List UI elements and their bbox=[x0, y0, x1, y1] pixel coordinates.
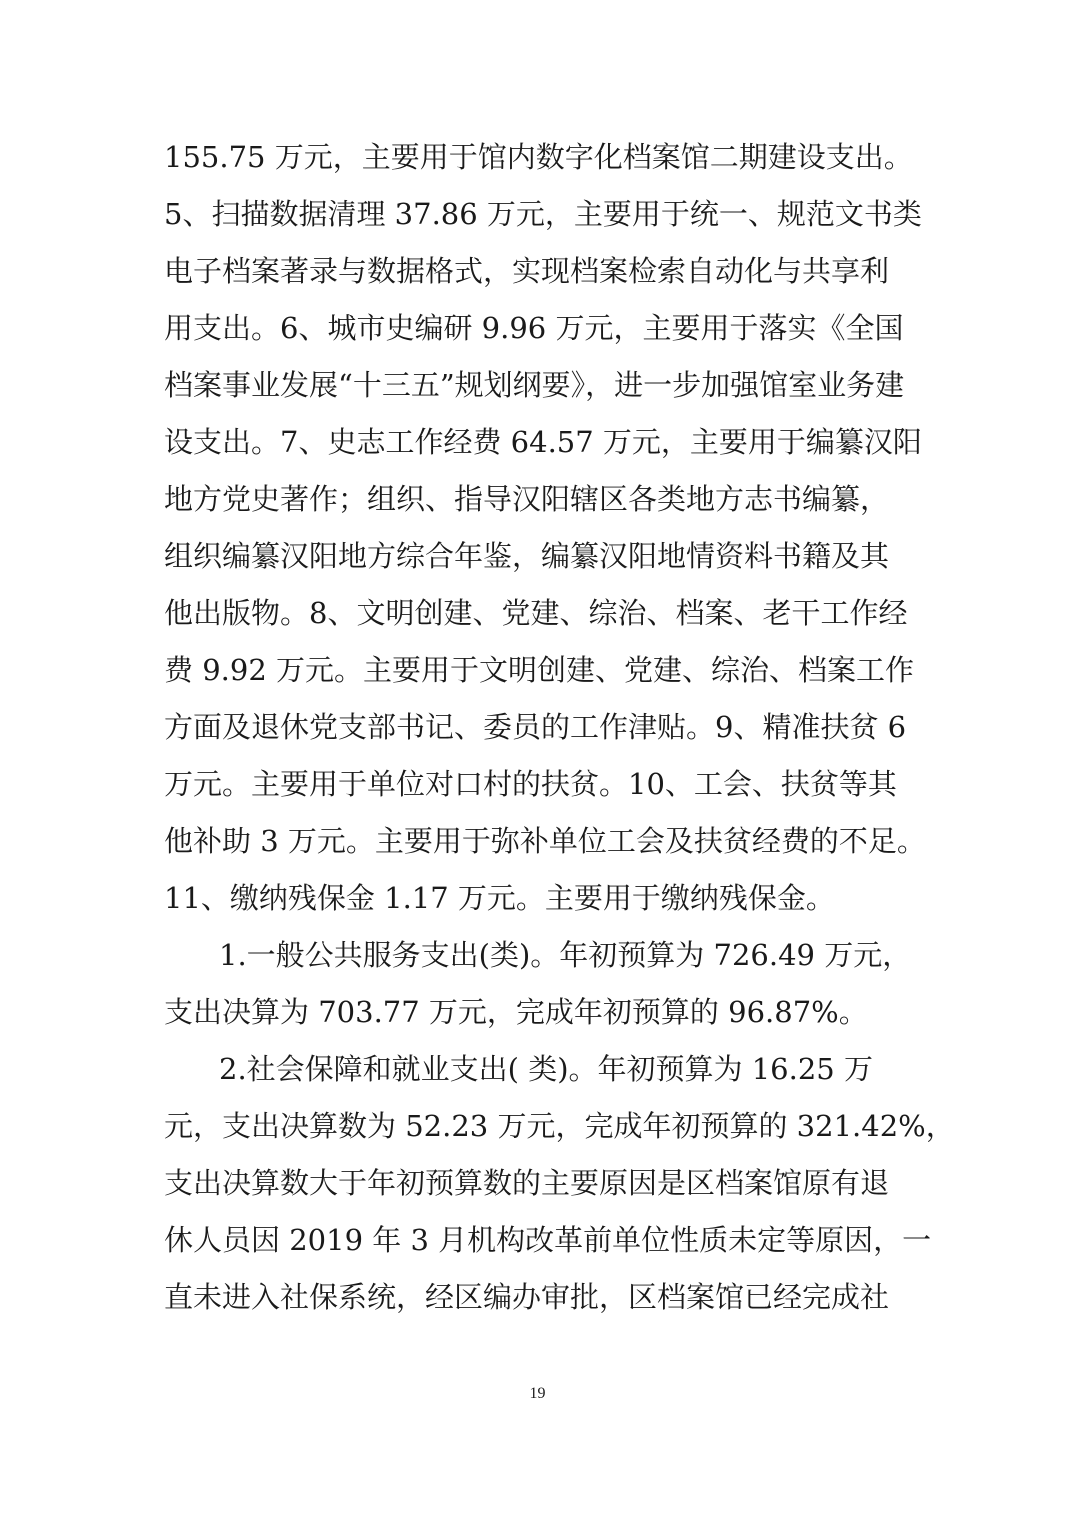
text-line: 他出版物。8、文明创建、党建、综治、档案、老干工作经 bbox=[164, 596, 908, 630]
text-line: 地方党史著作；组织、指导汉阳辖区各类地方志书编纂， bbox=[164, 482, 890, 516]
text-line: 他补助 3 万元。主要用于弥补单位工会及扶贫经费的不足。 bbox=[164, 824, 926, 858]
text-line: 155.75 万元，主要用于馆内数字化档案馆二期建设支出。 bbox=[164, 140, 913, 174]
text-line: 5、扫描数据清理 37.86 万元，主要用于统一、规范文书类 bbox=[164, 197, 922, 231]
text-line: 万元。主要用于单位对口村的扶贫。10、工会、扶贫等其 bbox=[164, 767, 897, 801]
text-line: 直未进入社保系统，经区编办审批，区档案馆已经完成社 bbox=[164, 1280, 890, 1314]
text-line: 方面及退休党支部书记、委员的工作津贴。9、精准扶贫 6 bbox=[164, 710, 907, 744]
paragraph-first-line: 2.社会保障和就业支出( 类)。年初预算为 16.25 万 bbox=[219, 1052, 873, 1086]
page-number: 19 bbox=[529, 1385, 546, 1402]
text-line: 费 9.92 万元。主要用于文明创建、党建、综治、档案工作 bbox=[164, 653, 915, 687]
paragraph-first-line: 1.一般公共服务支出(类)。年初预算为 726.49 万元， bbox=[219, 938, 912, 972]
text-line: 用支出。6、城市史编研 9.96 万元，主要用于落实《全国 bbox=[164, 311, 904, 345]
text-line: 电子档案著录与数据格式，实现档案检索自动化与共享利 bbox=[164, 254, 890, 288]
text-line: 支出决算数大于年初预算数的主要原因是区档案馆原有退 bbox=[164, 1166, 890, 1200]
text-line: 11、缴纳残保金 1.17 万元。主要用于缴纳残保金。 bbox=[164, 881, 835, 915]
text-line: 组织编纂汉阳地方综合年鉴，编纂汉阳地情资料书籍及其 bbox=[164, 539, 890, 573]
text-line: 档案事业发展“十三五”规划纲要》，进一步加强馆室业务建 bbox=[164, 368, 905, 402]
text-line: 支出决算为 703.77 万元，完成年初预算的 96.87%。 bbox=[164, 995, 868, 1029]
text-line: 元，支出决算数为 52.23 万元，完成年初预算的 321.42%， bbox=[164, 1109, 955, 1143]
text-line: 设支出。7、史志工作经费 64.57 万元，主要用于编纂汉阳 bbox=[164, 425, 922, 459]
text-line: 休人员因 2019 年 3 月机构改革前单位性质未定等原因，一 bbox=[164, 1223, 932, 1257]
